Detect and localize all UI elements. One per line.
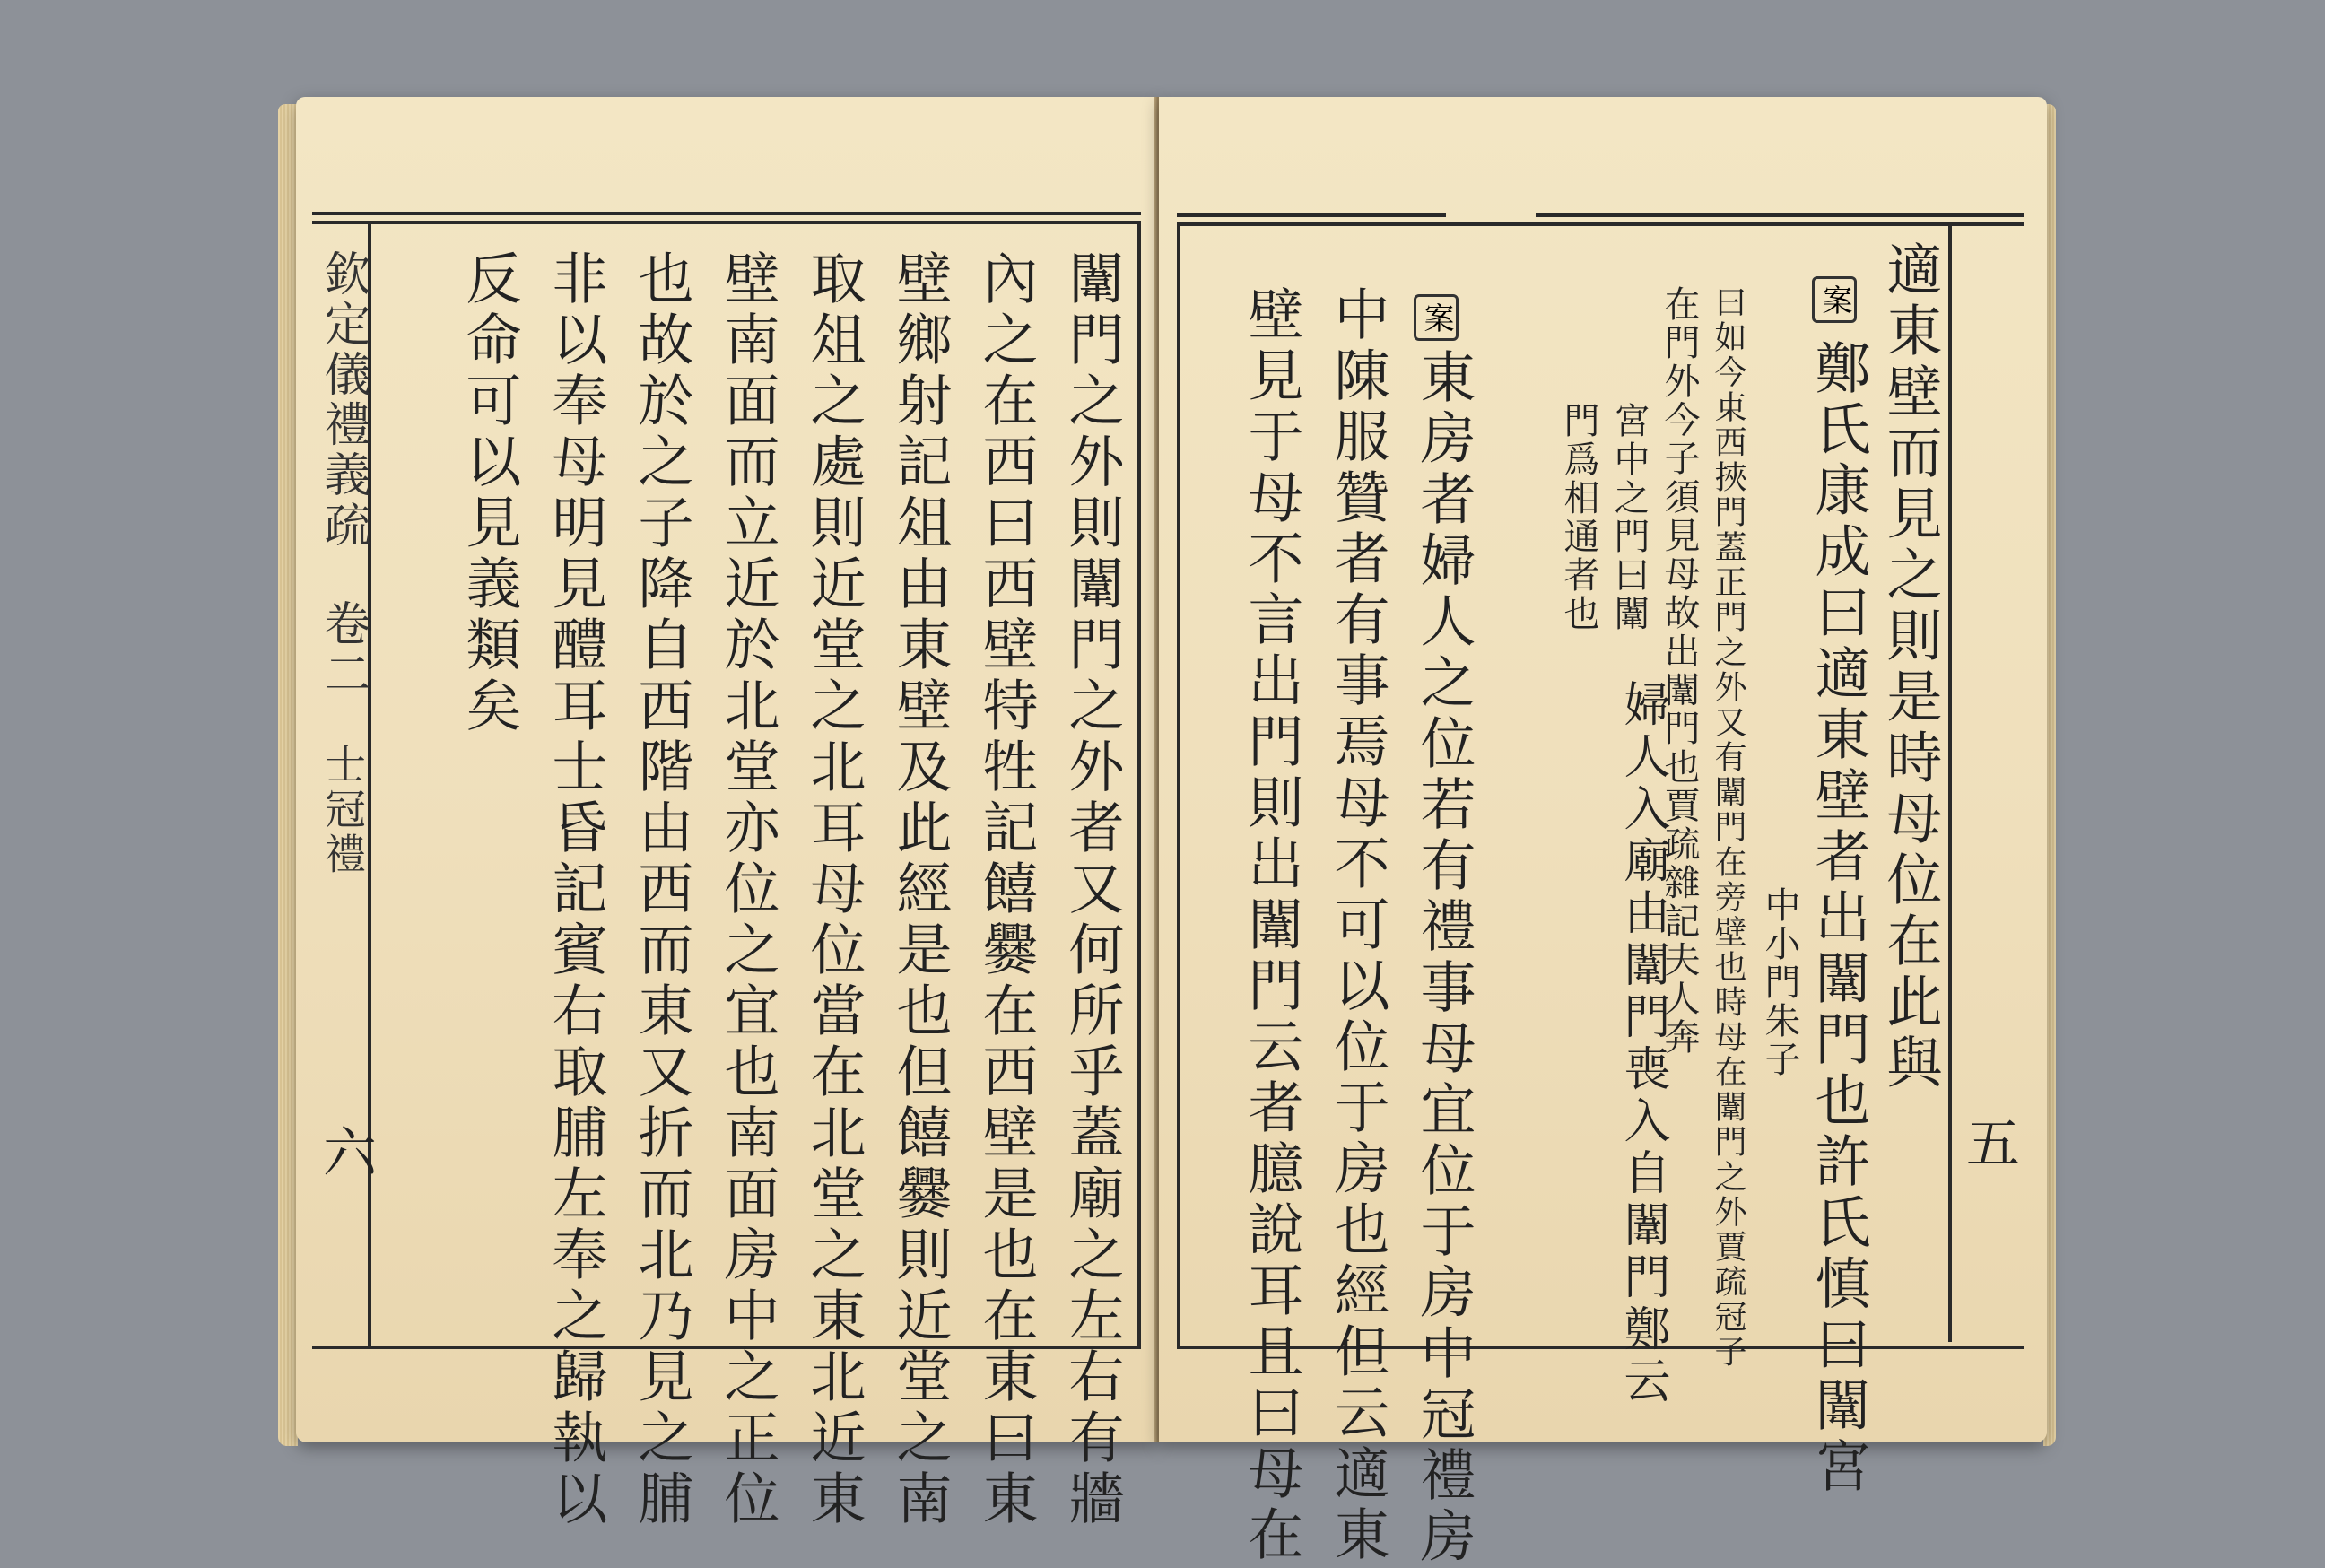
left-header-volume: 卷二	[316, 599, 370, 700]
left-header-chapter: 士冠禮	[318, 743, 367, 877]
right-note-marker-2: 案	[1414, 294, 1459, 348]
right-note-column-4: 在門外今子須見母故出闈門也賈疏雜記夫人奔	[1659, 285, 1700, 1057]
right-main-column-2: 東房者婦人之位若有禮事母宜位于房中冠禮房	[1411, 348, 1476, 1568]
right-page	[1159, 97, 2047, 1568]
left-text-column-8: 反命可以見義類矣	[457, 249, 522, 737]
right-top-rule-a	[1177, 213, 1446, 217]
left-text-column-4: 取俎之處則近堂之北耳母位當在北堂之東北近東	[801, 249, 866, 1530]
right-note-column-6: 門爲相通者也	[1558, 402, 1599, 633]
right-note-column-2: 中小門朱子	[1759, 886, 1800, 1079]
right-note-column-1: 鄭氏康成曰適東壁者出闈門也許氏慎曰闈宮	[1806, 339, 1871, 1498]
right-note-marker-1: 案	[1812, 276, 1857, 330]
left-text-column-5: 壁南面而立近於北堂亦位之宜也南面房中之正位	[715, 249, 780, 1530]
left-text-column-1: 闈門之外則闈門之外者又何所乎蓋廟之左右有牆	[1059, 249, 1125, 1530]
right-note-column-3: 曰如今東西挾門蓋正門之外又有闈門在旁壁也時母在闈門之外賈疏冠子	[1710, 285, 1746, 1370]
left-page-edge	[278, 104, 298, 1446]
right-main-column-3: 中陳服贊者有事焉母不可以位于房也經但云適東	[1325, 285, 1390, 1566]
left-page	[296, 97, 1157, 1530]
right-folio-number: 五	[1966, 1113, 2020, 1176]
right-top-rule-b	[1536, 213, 2024, 217]
right-main-column-1: 適東壁而見之則是時母位在此與	[1877, 240, 1943, 1094]
right-header-divider	[1948, 222, 1952, 1342]
left-folio-number: 六	[323, 1122, 377, 1185]
open-book	[278, 97, 2054, 1568]
left-text-column-7: 非以奉母明見醴耳士昏記賓右取脯左奉之歸執以	[543, 249, 608, 1530]
right-note-column-5: 宮中之門曰闈	[1608, 402, 1650, 633]
left-top-double-rule	[312, 212, 1141, 215]
left-header-title: 欽定儀禮義疏	[316, 249, 370, 551]
left-text-column-3: 壁鄉射記俎由東壁及此經是也但饎爨則近堂之南	[887, 249, 953, 1530]
right-note-column-7: 婦人入廟由闈門喪入自闈門鄭云	[1615, 680, 1669, 1408]
right-main-column-4: 壁見于母不言出門則出闈門云者臆說耳且曰母在	[1239, 285, 1304, 1566]
left-text-column-6: 也故於之子降自西階由西而東又折而北乃見之脯	[629, 249, 694, 1530]
left-text-column-2: 內之在西曰西壁特牲記饎爨在西壁是也在東曰東	[973, 249, 1039, 1530]
